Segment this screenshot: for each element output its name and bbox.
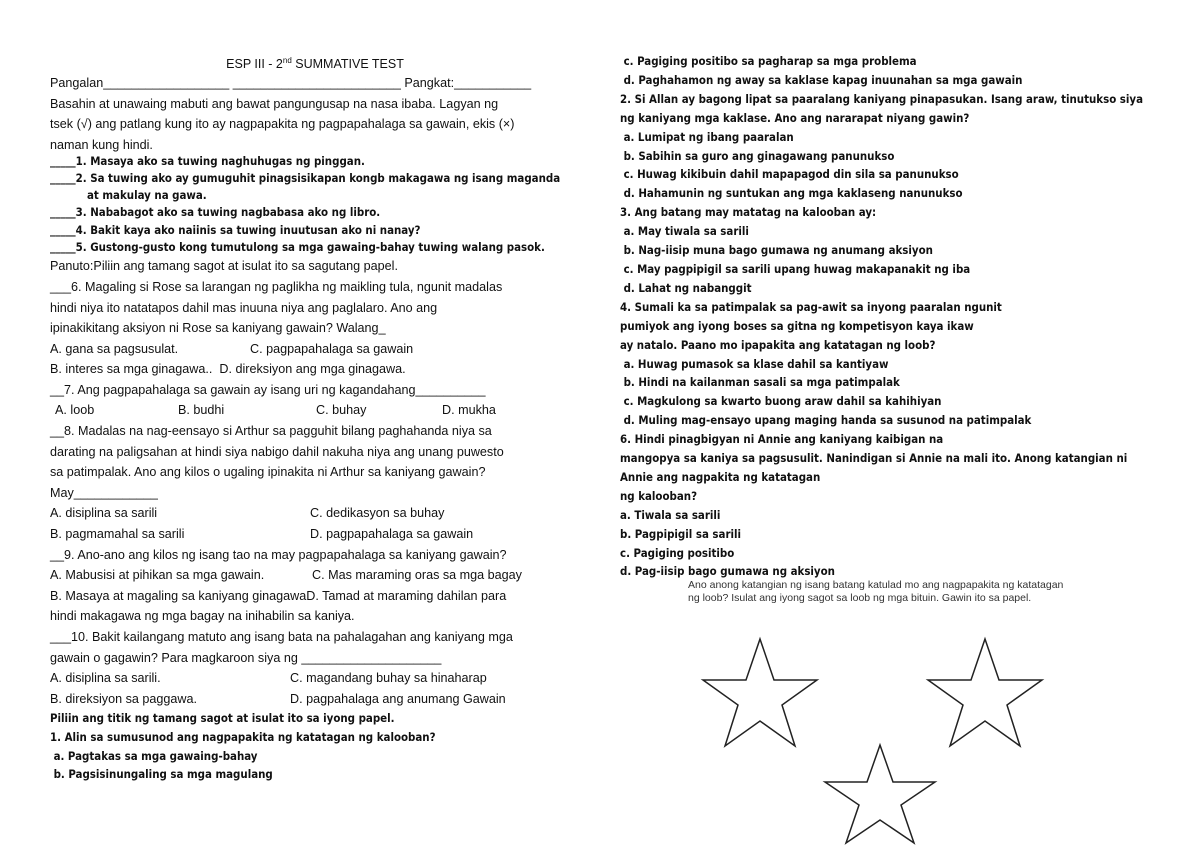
question-8-line-3: sa patimpalak. Ano ang kilos o ugaling ipinakita ni Arthur sa kaniyang gawain? [50, 465, 486, 480]
part2-question-3: 3. Ang batang may matatag na kalooban ay: [620, 205, 877, 220]
star-outline-2-icon [925, 636, 1045, 750]
question-6-choices-row-1 [50, 339, 580, 360]
name-grade-line: Pangalan__________________ ________________________ Pangkat:___________ [50, 76, 532, 91]
question-8-line-4: May____________ [50, 485, 158, 500]
part2-question-2-choice-a: a. Lumipat ng ibang paaralan [620, 129, 794, 144]
question-10-line-2: gawain o gagawin? Para magkaroon siya ng ____________________ [50, 650, 442, 665]
part2-question-4-choice-c: c. Magkulong sa kwarto buong araw dahil sa kahihiyan [620, 394, 942, 409]
part2-question-1-choice-b: b. Pagsisinungaling sa mga magulang [50, 767, 273, 782]
part2-question-6-choice-a: a. Tiwala sa sarili [620, 507, 721, 522]
part2-question-6-line-4: ng kalooban? [620, 488, 698, 503]
question-8-choice-a: A. disiplina sa sarili [50, 506, 158, 521]
part2-question-6-choice-c: c. Pagiging positibo [620, 545, 735, 560]
question-8-choices-row-2 [50, 524, 580, 545]
question-8-choice-b: B. pagmamahal sa sarili [50, 527, 185, 542]
question-10-choices-row-2 [50, 689, 580, 710]
question-8-choices-row-1 [50, 503, 580, 524]
star-outline-3-icon [820, 742, 940, 846]
question-9-choice-c: C. Mas maraming oras sa mga bagay [312, 568, 522, 583]
part2-question-1-choice-a: a. Pagtakas sa mga gawaing-bahay [50, 748, 258, 763]
item-2: _____2. Sa tuwing ako ay gumuguhit pinagsisikapan kongb makagawa ng isang maganda [50, 170, 561, 185]
question-10-choice-d: D. pagpahalaga ang anumang Gawain [290, 691, 506, 706]
question-8-line-1: __8. Madalas na nag-eensayo si Arthur sa pagguhit bilang paghahanda niya sa [50, 424, 492, 439]
question-6-line-3: ipinakikitang aksiyon ni Rose sa kaniyang gawain? Walang_ [50, 321, 386, 336]
left-column [50, 52, 580, 784]
question-7-choice-b: B. budhi [178, 403, 225, 418]
part2-question-6-line-2: mangopya sa kaniya sa pagsusulit. Nanindigan si Annie na mali ito. Anong katangian ni [620, 451, 1128, 466]
part2-question-2-choice-c: c. Huwag kikibuin dahil mapapagod din sila sa panunukso [620, 167, 959, 182]
question-9-choices-row-2: B. Masaya at magaling sa kaniyang ginagawaD. Tamad at maraming dahilan para [50, 588, 507, 603]
part2-question-2-choice-b: b. Sabihin sa guro ang ginagawang panunukso [620, 148, 895, 163]
instruction-1-line-3: naman kung hindi. [50, 137, 153, 152]
question-7-choice-d: D. mukha [442, 403, 496, 418]
question-7: __7. Ang pagpapahalaga sa gawain ay isang uri ng kagandahang__________ [50, 382, 486, 397]
question-8-choice-d: D. pagpapahalaga sa gawain [310, 527, 474, 542]
part2-question-1: 1. Alin sa sumusunod ang nagpapakita ng katatagan ng kalooban? [50, 729, 436, 744]
part2-question-4-line-3: ay natalo. Paano mo ipapakita ang katatagan ng loob? [620, 337, 936, 352]
part2-question-6-choice-b: b. Pagpipigil sa sarili [620, 526, 742, 541]
star-activity-instruction: Ano anong katangian ng isang batang katulad mo ang nagpapakita ng katatagan ng loob? Isulat ang iyong sagot sa loob ng mga bituin. Gawin ito sa papel. [688, 579, 1064, 604]
title-tail: SUMMATIVE TEST [291, 57, 404, 72]
part2-question-2-line-2: ng kaniyang mga kaklase. Ano ang nararapat niyang gawin? [620, 110, 970, 125]
instruction-1-line-2: tsek (√) ang patlang kung ito ay nagpapakita ng pagpapahalaga sa gawain, ekis (×) [50, 117, 515, 132]
question-9-choices-row-1 [50, 565, 580, 586]
part2-question-4-line-2: pumiyok ang iyong boses sa gitna ng kompetisyon kaya ikaw [620, 318, 974, 333]
question-6-choice-a: A. gana sa pagsusulat. [50, 341, 179, 356]
instruction-1-line-1: Basahin at unawaing mabuti ang bawat pangungusap na nasa ibaba. Lagyan ng [50, 96, 499, 111]
question-6-choices-row-2: B. interes sa mga ginagawa.. D. direksiyon ang mga ginagawa. [50, 362, 406, 377]
part2-question-2-line-1: 2. Si Allan ay bagong lipat sa paaralang kaniyang pinapasukan. Isang araw, tinutukso siya [620, 91, 1144, 106]
question-10-choices-row-1 [50, 668, 580, 689]
part2-question-3-choice-a: a. May tiwala sa sarili [620, 224, 749, 239]
question-10-choice-c: C. magandang buhay sa hinaharap [290, 671, 487, 686]
part2-question-3-choice-d: d. Lahat ng nabanggit [620, 280, 752, 295]
part2-question-3-choice-b: b. Nag-iisip muna bago gumawa ng anumang aksiyon [620, 243, 933, 258]
item-1: _____1. Masaya ako sa tuwing naghuhugas ng pinggan. [50, 153, 365, 168]
item-5: _____5. Gustong-gusto kong tumutulong sa mga gawaing-bahay tuwing walang pasok. [50, 240, 545, 255]
part2-question-3-choice-c: c. May pagpipigil sa sarili upang huwag makapanakit ng iba [620, 261, 971, 276]
star-outline-1-icon [700, 636, 820, 750]
question-10-choice-a: A. disiplina sa sarili. [50, 671, 161, 686]
item-2-cont: at makulay na gawa. [87, 188, 207, 203]
part2-question-4-choice-b: b. Hindi na kailanman sasali sa mga patimpalak [620, 375, 900, 390]
part2-question-1-choice-d: d. Paghahamon ng away sa kaklase kapag inuunahan sa mga gawain [620, 72, 1023, 87]
question-9-line-4: hindi makagawa ng mga bagay na inihabilin sa kaniya. [50, 609, 355, 624]
right-column [620, 52, 1160, 581]
test-title [50, 52, 580, 73]
part2-question-1-choice-c: c. Pagiging positibo sa pagharap sa mga problema [620, 54, 917, 68]
question-6-line-2: hindi niya ito natatapos dahil mas inuuna niya ang paglalaro. Ano ang [50, 300, 438, 315]
part2-question-4-choice-a: a. Huwag pumasok sa klase dahil sa kantiyaw [620, 356, 889, 371]
item-4: _____4. Bakit kaya ako naiinis sa tuwing inuutusan ako ni nanay? [50, 222, 421, 237]
part2-question-6-choice-d: d. Pag-iisip bago gumawa ng aksiyon [620, 564, 835, 579]
part2-question-6-line-3: Annie ang nagpakita ng katatagan [620, 469, 821, 484]
title-main: ESP III - 2 [226, 57, 283, 72]
question-7-choices [50, 400, 580, 421]
item-3: _____3. Nababagot ako sa tuwing nagbabasa ako ng libro. [50, 205, 381, 220]
part2-question-4-line-1: 4. Sumali ka sa patimpalak sa pag-awit sa inyong paaralan ngunit [620, 299, 1002, 314]
question-6-line-1: ___6. Magaling si Rose sa larangan ng paglikha ng maikling tula, ngunit madalas [50, 279, 503, 294]
instruction-3: Piliin ang titik ng tamang sagot at isulat ito sa iyong papel. [50, 711, 395, 726]
instruction-2: Panuto:Piliin ang tamang sagot at isulat ito sa sagutang papel. [50, 259, 398, 274]
title-superscript: nd [282, 56, 292, 65]
question-10-line-1: ___10. Bakit kailangang matuto ang isang bata na pahalagahan ang kaniyang mga [50, 630, 513, 644]
question-10-choice-b: B. direksiyon sa paggawa. [50, 691, 198, 706]
question-9-choice-a: A. Mabusisi at pihikan sa mga gawain. [50, 568, 265, 583]
part2-question-2-choice-d: d. Hahamunin ng suntukan ang mga kaklaseng nanunukso [620, 186, 963, 201]
part2-question-4-choice-d: d. Muling mag-ensayo upang maging handa sa susunod na patimpalak [620, 413, 1032, 428]
part2-question-6-line-1: 6. Hindi pinagbigyan ni Annie ang kaniyang kaibigan na [620, 432, 944, 447]
question-7-choice-a: A. loob [55, 403, 95, 418]
question-8-choice-c: C. dedikasyon sa buhay [310, 506, 445, 521]
question-8-line-2: darating na paligsahan at hindi siya nabigo dahil nakuha niya ang unang puwesto [50, 444, 504, 459]
question-9: __9. Ano-ano ang kilos ng isang tao na may pagpapahalaga sa kaniyang gawain? [50, 547, 507, 562]
question-7-choice-c: C. buhay [316, 403, 367, 418]
question-6-choice-c: C. pagpapahalaga sa gawain [250, 341, 414, 356]
